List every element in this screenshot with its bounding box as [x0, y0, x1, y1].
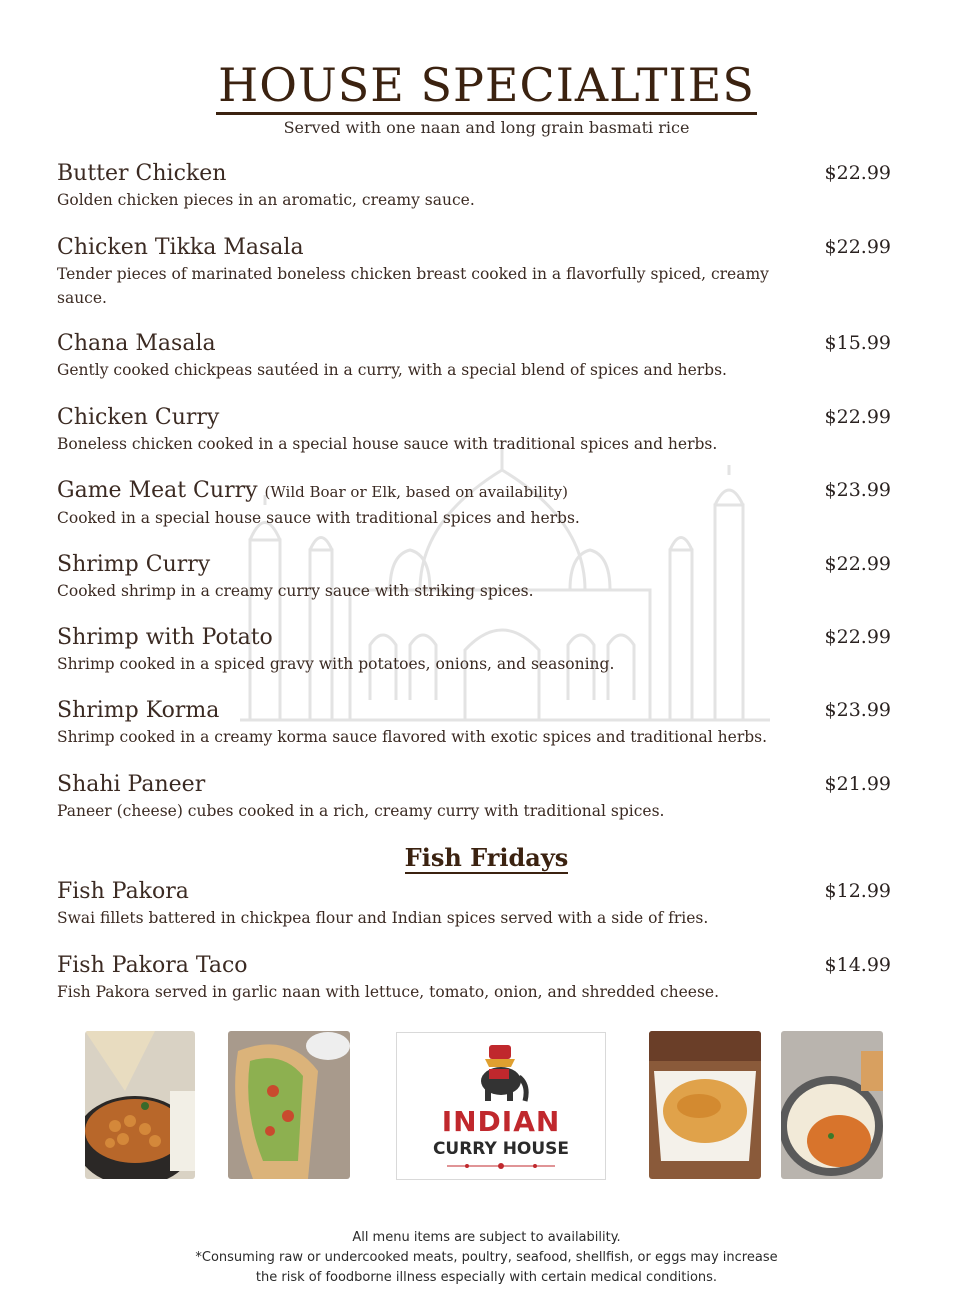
- logo-text-curry-house: CURRY HOUSE: [432, 1139, 570, 1159]
- logo-ornament-icon: [447, 1161, 555, 1171]
- menu-item-fish-pakora: [57, 878, 897, 930]
- item-description: Boneless chicken cooked in a special house sauce with traditional spices and herbs.: [57, 435, 718, 453]
- item-name: Shrimp Korma: [57, 698, 220, 723]
- menu-item-shrimp-with-potato: [57, 624, 897, 676]
- item-name-row: [57, 477, 897, 506]
- item-description: Cooked shrimp in a creamy curry sauce with striking spices.: [57, 582, 534, 600]
- section-title-text: Fish Fridays: [404, 843, 569, 872]
- item-description: Paneer (cheese) cubes cooked in a rich, creamy curry with traditional spices.: [57, 802, 665, 820]
- menu-item-chana-masala: [57, 330, 897, 382]
- item-description: Shrimp cooked in a creamy korma sauce flavored with exotic spices and traditional herbs.: [57, 728, 768, 746]
- item-price: $23.99: [824, 479, 891, 501]
- item-description: Golden chicken pieces in an aromatic, creamy sauce.: [57, 191, 475, 209]
- item-price: $12.99: [824, 880, 891, 902]
- elephant-icon: [471, 1041, 531, 1105]
- item-price: $23.99: [824, 699, 891, 721]
- item-price: $21.99: [824, 773, 891, 795]
- page-title: [0, 58, 973, 112]
- item-name: Fish Pakora: [57, 879, 189, 904]
- item-description: Gently cooked chickpeas sautéed in a curry, with a special blend of spices and herbs.: [57, 361, 727, 379]
- item-name: Chana Masala: [57, 331, 216, 356]
- item-price: $22.99: [824, 553, 891, 575]
- item-note: (Wild Boar or Elk, based on availability): [264, 483, 568, 501]
- menu-item-butter-chicken: [57, 160, 897, 212]
- footer-line-warning-1: *Consuming raw or undercooked meats, poultry, seafood, shellfish, or eggs may increase: [195, 1250, 778, 1265]
- item-name: Chicken Tikka Masala: [57, 235, 304, 260]
- item-name: Butter Chicken: [57, 161, 227, 186]
- menu-item-shahi-paneer: [57, 771, 897, 823]
- page-title-text: HOUSE SPECIALTIES: [216, 58, 757, 115]
- item-name: Shahi Paneer: [57, 772, 206, 797]
- item-name: Shrimp with Potato: [57, 625, 273, 650]
- item-price: $22.99: [824, 626, 891, 648]
- menu-item-fish-pakora-taco: [57, 952, 897, 1004]
- item-name: Game Meat Curry: [57, 478, 258, 503]
- item-price: $22.99: [824, 406, 891, 428]
- item-price: $14.99: [824, 954, 891, 976]
- item-description: Fish Pakora served in garlic naan with lettuce, tomato, onion, and shredded cheese.: [57, 983, 720, 1001]
- logo-text-indian: INDIAN: [441, 1105, 561, 1138]
- item-name: Fish Pakora Taco: [57, 953, 248, 978]
- item-price: $22.99: [824, 162, 891, 184]
- item-price: $15.99: [824, 332, 891, 354]
- item-description: Tender pieces of marinated boneless chicken breast cooked in a flavorfully spiced, creamy sauce.: [57, 265, 769, 307]
- curry-rice-photo: [781, 1031, 883, 1179]
- item-price: $22.99: [824, 236, 891, 258]
- item-description: Cooked in a special house sauce with traditional spices and herbs.: [57, 509, 580, 527]
- footer-disclaimer: [0, 1228, 973, 1288]
- menu-item-chicken-tikka-masala: [57, 234, 897, 310]
- menu-item-game-meat-curry: [57, 477, 897, 530]
- section-title-fish-fridays: [0, 843, 973, 872]
- item-name: Chicken Curry: [57, 405, 220, 430]
- menu-item-chicken-curry: [57, 404, 897, 456]
- curry-bowl-photo: [649, 1031, 761, 1179]
- item-name: Shrimp Curry: [57, 552, 211, 577]
- fish-taco-photo: [228, 1031, 350, 1179]
- item-description: Swai fillets battered in chickpea flour and Indian spices served with a side of fries.: [57, 909, 709, 927]
- menu-item-shrimp-korma: [57, 697, 897, 749]
- item-description: Shrimp cooked in a spiced gravy with potatoes, onions, and seasoning.: [57, 655, 615, 673]
- menu-item-shrimp-curry: [57, 551, 897, 603]
- footer-line-warning-2: the risk of foodborne illness especially with certain medical conditions.: [255, 1270, 718, 1285]
- page-subtitle: Served with one naan and long grain basmati rice: [283, 118, 690, 137]
- chana-masala-photo: [85, 1031, 195, 1179]
- restaurant-logo: [396, 1032, 606, 1180]
- footer-line-availability: All menu items are subject to availability.: [352, 1230, 621, 1245]
